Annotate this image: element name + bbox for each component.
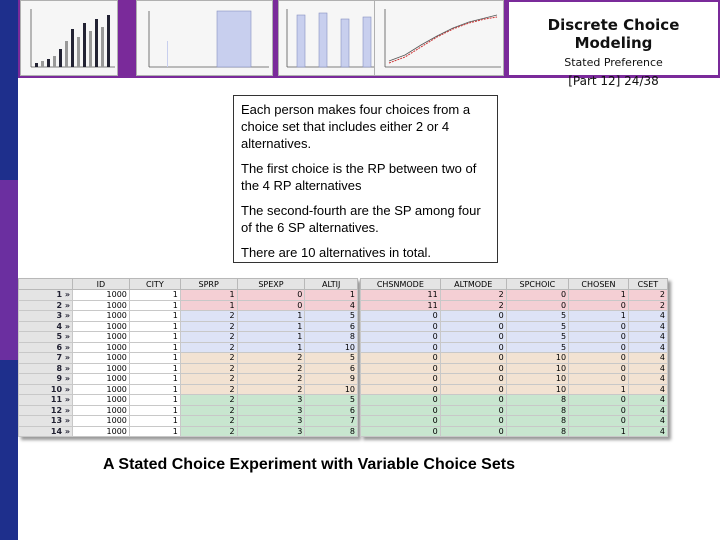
left-accent-bar	[0, 0, 18, 540]
table-cell[interactable]: 0	[440, 353, 506, 364]
table-cell[interactable]: 0	[361, 374, 441, 385]
table-cell[interactable]: 2	[180, 405, 237, 416]
table-row[interactable]	[19, 426, 358, 437]
table-cell[interactable]: 4	[628, 321, 667, 332]
table-cell[interactable]: 0	[569, 353, 629, 364]
row-header[interactable]: 11 »	[19, 395, 73, 406]
table-cell[interactable]: 2	[440, 290, 506, 301]
row-header[interactable]: 13 »	[19, 416, 73, 427]
table-row[interactable]	[361, 290, 668, 301]
thumbnail-histogram	[20, 0, 118, 76]
table-cell[interactable]: 10	[506, 374, 568, 385]
row-header[interactable]: 5 »	[19, 332, 73, 343]
table-cell[interactable]: 0	[440, 426, 506, 437]
table-cell[interactable]: 1000	[73, 353, 130, 364]
table-row[interactable]	[361, 426, 668, 437]
description-paragraph: There are 10 alternatives in total.	[241, 245, 432, 260]
table-cell[interactable]: 8	[305, 426, 358, 437]
table-cell[interactable]: 10	[305, 384, 358, 395]
table-cell[interactable]: 3	[237, 426, 305, 437]
table-cell[interactable]: 9	[305, 374, 358, 385]
table-cell[interactable]: 1	[129, 321, 180, 332]
table-cell[interactable]: 4	[628, 342, 667, 353]
row-header[interactable]: 1 »	[19, 290, 73, 301]
table-cell[interactable]: 1	[237, 311, 305, 322]
table-cell[interactable]: 0	[361, 384, 441, 395]
column-header[interactable]: SPRP	[180, 279, 237, 290]
table-cell[interactable]: 5	[305, 395, 358, 406]
table-cell[interactable]: 2	[628, 290, 667, 301]
table-row[interactable]	[361, 332, 668, 343]
table-cell[interactable]: 0	[440, 321, 506, 332]
table-cell[interactable]: 1000	[73, 311, 130, 322]
table-cell[interactable]: 0	[569, 395, 629, 406]
table-cell[interactable]: 2	[180, 426, 237, 437]
table-cell[interactable]: 1000	[73, 374, 130, 385]
table-cell[interactable]: 8	[506, 426, 568, 437]
table-cell[interactable]: 0	[440, 363, 506, 374]
table-cell[interactable]: 5	[305, 311, 358, 322]
table-row[interactable]	[19, 353, 358, 364]
left-accent-bar-middle	[0, 180, 18, 360]
table-row[interactable]	[19, 311, 358, 322]
table-cell[interactable]: 2	[440, 300, 506, 311]
table-cell[interactable]: 0	[361, 395, 441, 406]
table-cell[interactable]: 1000	[73, 321, 130, 332]
table-cell[interactable]: 0	[569, 416, 629, 427]
table-row[interactable]	[361, 321, 668, 332]
table-cell[interactable]: 2	[628, 300, 667, 311]
table-cell[interactable]: 4	[628, 363, 667, 374]
table-cell[interactable]: 10	[506, 363, 568, 374]
table-cell[interactable]: 4	[628, 416, 667, 427]
table-cell[interactable]: 1	[129, 332, 180, 343]
table-row[interactable]	[361, 300, 668, 311]
table-row[interactable]	[19, 332, 358, 343]
table-cell[interactable]: 1	[129, 311, 180, 322]
table-row[interactable]	[19, 321, 358, 332]
row-header[interactable]: 10 »	[19, 384, 73, 395]
table-cell[interactable]: 1	[569, 290, 629, 301]
table-cell[interactable]: 0	[569, 332, 629, 343]
table-cell[interactable]: 2	[180, 321, 237, 332]
table-cell[interactable]: 4	[628, 374, 667, 385]
row-header[interactable]: 7 »	[19, 353, 73, 364]
table-cell[interactable]: 1	[129, 290, 180, 301]
table-cell[interactable]: 2	[237, 374, 305, 385]
table-cell[interactable]: 4	[628, 353, 667, 364]
table-cell[interactable]: 1000	[73, 405, 130, 416]
table-cell[interactable]: 4	[628, 405, 667, 416]
table-cell[interactable]: 0	[440, 416, 506, 427]
table-cell[interactable]: 4	[628, 311, 667, 322]
table-cell[interactable]: 0	[440, 395, 506, 406]
table-cell[interactable]: 1000	[73, 342, 130, 353]
table-cell[interactable]: 0	[361, 426, 441, 437]
table-row[interactable]	[361, 416, 668, 427]
table-cell[interactable]: 1	[569, 426, 629, 437]
table-row[interactable]	[19, 363, 358, 374]
thumbnail-line-plot	[374, 0, 504, 76]
table-row[interactable]	[361, 363, 668, 374]
thumbnail-column-chart	[278, 0, 388, 76]
table-row[interactable]	[361, 311, 668, 322]
table-row[interactable]	[19, 416, 358, 427]
table-cell[interactable]: 0	[569, 342, 629, 353]
table-row[interactable]	[361, 342, 668, 353]
description-paragraph: Each person makes four choices from a choice set that includes either 2 or 4 alternatives.	[241, 102, 471, 151]
table-cell[interactable]: 4	[628, 395, 667, 406]
table-cell[interactable]: 0	[569, 405, 629, 416]
table-cell[interactable]: 1	[237, 321, 305, 332]
table-cell[interactable]: 0	[440, 332, 506, 343]
table-cell[interactable]: 0	[440, 374, 506, 385]
table-cell[interactable]: 3	[237, 405, 305, 416]
table-cell[interactable]: 0	[237, 290, 305, 301]
table-cell[interactable]: 2	[180, 384, 237, 395]
table-cell[interactable]: 1	[237, 332, 305, 343]
table-row[interactable]	[19, 290, 358, 301]
table-cell[interactable]: 5	[506, 332, 568, 343]
table-cell[interactable]: 1000	[73, 384, 130, 395]
slide-title-box	[507, 0, 720, 88]
table-cell[interactable]: 4	[628, 384, 667, 395]
table-cell[interactable]: 2	[237, 384, 305, 395]
table-cell[interactable]: 0	[506, 290, 568, 301]
table-cell[interactable]: 6	[305, 405, 358, 416]
table-cell[interactable]: 1	[129, 426, 180, 437]
table-row[interactable]	[19, 300, 358, 311]
table-cell[interactable]: 0	[361, 353, 441, 364]
table-cell[interactable]: 1	[129, 405, 180, 416]
table-cell[interactable]: 0	[361, 321, 441, 332]
table-cell[interactable]: 11	[361, 290, 441, 301]
table-header-row	[361, 279, 668, 290]
row-header[interactable]: 4 »	[19, 321, 73, 332]
table-cell[interactable]: 1	[237, 342, 305, 353]
table-cell[interactable]: 1	[129, 353, 180, 364]
column-header[interactable]: CHOSEN	[569, 279, 629, 290]
table-cell[interactable]: 1	[305, 290, 358, 301]
row-header[interactable]: 9 »	[19, 374, 73, 385]
table-cell[interactable]: 0	[361, 416, 441, 427]
table-cell[interactable]: 4	[628, 426, 667, 437]
table-row[interactable]	[361, 405, 668, 416]
slide-title: Discrete Choice Modeling	[547, 16, 680, 52]
table-cell[interactable]: 4	[628, 332, 667, 343]
row-header[interactable]: 6 »	[19, 342, 73, 353]
table-cell[interactable]: 2	[180, 416, 237, 427]
table-cell[interactable]: 10	[506, 353, 568, 364]
table-cell[interactable]: 0	[361, 311, 441, 322]
table-cell[interactable]: 8	[506, 416, 568, 427]
description-textbox	[233, 95, 498, 263]
table-cell[interactable]: 1	[129, 300, 180, 311]
table-cell[interactable]: 2	[180, 311, 237, 322]
table-row[interactable]	[19, 384, 358, 395]
column-header[interactable]	[19, 279, 73, 290]
table-cell[interactable]: 1	[129, 374, 180, 385]
table-cell[interactable]: 1000	[73, 363, 130, 374]
table-cell[interactable]: 2	[237, 363, 305, 374]
row-header[interactable]: 2 »	[19, 300, 73, 311]
table-cell[interactable]: 2	[180, 363, 237, 374]
page-indicator: [Part 12] 24/38	[568, 74, 659, 88]
table-cell[interactable]: 5	[506, 311, 568, 322]
table-row[interactable]	[361, 384, 668, 395]
row-header[interactable]: 3 »	[19, 311, 73, 322]
slide-subtitle: Stated Preference	[564, 56, 663, 69]
table-cell[interactable]: 1	[129, 363, 180, 374]
table-cell[interactable]: 0	[569, 374, 629, 385]
table-cell[interactable]: 5	[506, 342, 568, 353]
column-header[interactable]: SPEXP	[237, 279, 305, 290]
table-row[interactable]	[361, 374, 668, 385]
table-cell[interactable]: 1	[569, 311, 629, 322]
table-cell[interactable]: 2	[180, 353, 237, 364]
table-cell[interactable]: 1	[180, 290, 237, 301]
table-row[interactable]	[19, 395, 358, 406]
table-cell[interactable]: 3	[237, 416, 305, 427]
table-cell[interactable]: 0	[440, 384, 506, 395]
table-row[interactable]	[361, 395, 668, 406]
table-row[interactable]	[19, 342, 358, 353]
table-cell[interactable]: 1000	[73, 290, 130, 301]
table-cell[interactable]: 6	[305, 363, 358, 374]
table-cell[interactable]: 1000	[73, 395, 130, 406]
table-row[interactable]	[19, 405, 358, 416]
table-cell[interactable]: 0	[361, 332, 441, 343]
table-cell[interactable]: 8	[506, 395, 568, 406]
column-header[interactable]: CSET	[628, 279, 667, 290]
table-row[interactable]	[19, 374, 358, 385]
table-row[interactable]	[361, 353, 668, 364]
table-cell[interactable]: 2	[180, 332, 237, 343]
table-header-row	[19, 279, 358, 290]
table-cell[interactable]: 0	[440, 405, 506, 416]
data-table-right	[360, 278, 668, 437]
table-cell[interactable]: 2	[180, 374, 237, 385]
table-cell[interactable]: 1	[180, 300, 237, 311]
table-cell[interactable]: 0	[506, 300, 568, 311]
table-cell[interactable]: 0	[569, 363, 629, 374]
table-cell[interactable]: 1	[569, 384, 629, 395]
table-cell[interactable]: 0	[440, 342, 506, 353]
table-cell[interactable]: 5	[506, 321, 568, 332]
table-cell[interactable]: 0	[569, 300, 629, 311]
table-cell[interactable]: 2	[237, 353, 305, 364]
table-cell[interactable]: 0	[237, 300, 305, 311]
row-header[interactable]: 8 »	[19, 363, 73, 374]
table-cell[interactable]: 8	[506, 405, 568, 416]
table-cell[interactable]: 2	[180, 395, 237, 406]
table-cell[interactable]: 1	[129, 416, 180, 427]
row-header[interactable]: 12 »	[19, 405, 73, 416]
table-cell[interactable]: 5	[305, 353, 358, 364]
table-cell[interactable]: 4	[305, 300, 358, 311]
table-cell[interactable]: 2	[180, 342, 237, 353]
table-cell[interactable]: 11	[361, 300, 441, 311]
table-cell[interactable]: 10	[305, 342, 358, 353]
column-header[interactable]: ALTIJ	[305, 279, 358, 290]
table-cell[interactable]: 10	[506, 384, 568, 395]
table-cell[interactable]: 0	[569, 321, 629, 332]
table-cell[interactable]: 8	[305, 332, 358, 343]
table-cell[interactable]: 0	[361, 405, 441, 416]
table-cell[interactable]: 0	[361, 342, 441, 353]
column-header[interactable]: ALTMODE	[440, 279, 506, 290]
table-cell[interactable]: 6	[305, 321, 358, 332]
table-cell[interactable]: 1	[129, 395, 180, 406]
description-paragraph: The second-fourth are the SP among four of the 6 SP alternatives.	[241, 203, 481, 235]
slide-caption: A Stated Choice Experiment with Variable Choice Sets	[103, 456, 515, 473]
column-header[interactable]: CHSNMODE	[361, 279, 441, 290]
column-header[interactable]: SPCHOIC	[506, 279, 568, 290]
table-cell[interactable]: 0	[361, 363, 441, 374]
column-header[interactable]: CITY	[129, 279, 180, 290]
table-cell[interactable]: 0	[440, 311, 506, 322]
column-header[interactable]: ID	[73, 279, 130, 290]
data-table-left	[18, 278, 358, 437]
description-paragraph: The first choice is the RP between two of the 4 RP alternatives	[241, 161, 477, 193]
table-cell[interactable]: 1	[129, 384, 180, 395]
table-cell[interactable]: 1000	[73, 426, 130, 437]
table-cell[interactable]: 7	[305, 416, 358, 427]
thumbnail-bar-chart	[136, 0, 273, 76]
table-cell[interactable]: 1000	[73, 332, 130, 343]
table-cell[interactable]: 1000	[73, 416, 130, 427]
row-header[interactable]: 14 »	[19, 426, 73, 437]
table-cell[interactable]: 1	[129, 342, 180, 353]
table-cell[interactable]: 3	[237, 395, 305, 406]
table-cell[interactable]: 1000	[73, 300, 130, 311]
